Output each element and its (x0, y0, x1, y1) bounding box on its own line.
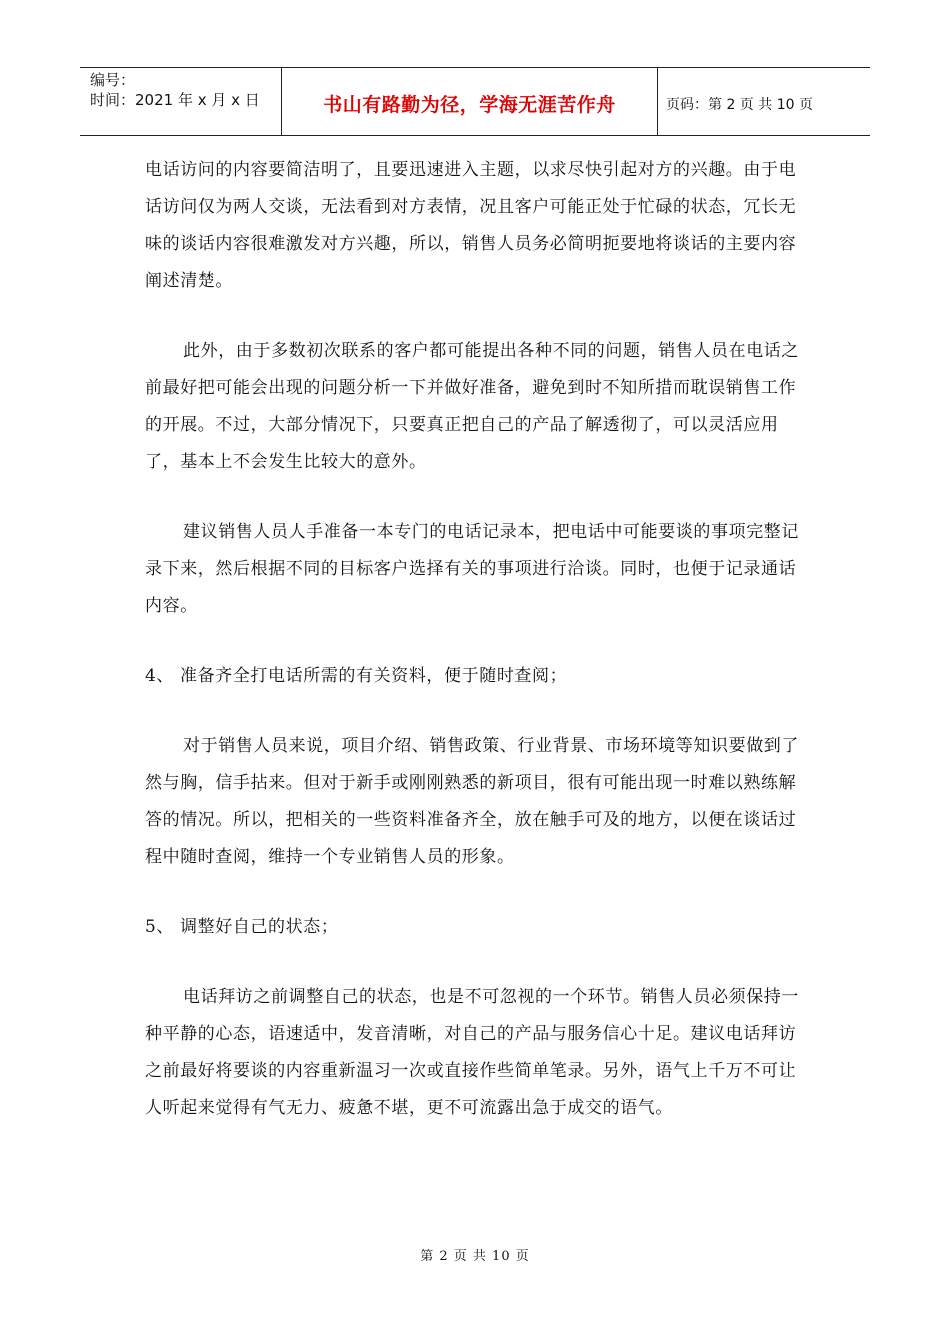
paragraph-state: 电话拜访之前调整自己的状态，也是不可忽视的一个环节。销售人员必须保持一种平静的心态，语速适中，发音清晰，对自己的产品与服务信心十足。建议电话拜访之前最好将要谈的内容重新温习一次或直接作些简单笔录。另外，语气上千万不可让人听起来觉得有气无力、疲惫不堪，更不可流露出急于成交的语气。 (145, 987, 799, 1118)
paragraph-preparation: 此外，由于多数初次联系的客户都可能提出各种不同的问题，销售人员在电话之前最好把可能会出现的问题分析一下并做好准备，避免到时不知所措而耽误销售工作的开展。不过，大部分情况下，只要真正把自己的产品了解透彻了，可以灵活应用了，基本上不会发生比较大的意外。 (145, 341, 799, 472)
header-number-label: 编号： (90, 71, 136, 89)
paragraph-intro: 电话访问的内容要简洁明了，且要迅速进入主题，以求尽快引起对方的兴趣。由于电话访问仅为两人交谈，无法看到对方表情，况且客户可能正处于忙碌的状态，冗长无味的谈话内容很难激发对方兴趣，所以，销售人员务必简明扼要地将谈话的主要内容阐述清楚。 (145, 160, 797, 291)
header-motto: 书山有路勤为径，学海无涯苦作舟 (323, 94, 616, 116)
paragraph-notebook: 建议销售人员人手准备一本专门的电话记录本，把电话中可能要谈的事项完整记录下来，然后根据不同的目标客户选择有关的事项进行洽谈。同时，也便于记录通话内容。 (145, 522, 799, 616)
document-body (145, 152, 810, 1127)
header-motto-cell (282, 68, 658, 135)
header-meta (80, 68, 282, 135)
page-footer: 第 2 页 共 10 页 (420, 1249, 530, 1264)
document-header (80, 67, 870, 136)
section-heading-4: 4、 准备齐全打电话所需的有关资料，便于随时查阅； (145, 666, 568, 686)
section-heading-5: 5、 调整好自己的状态； (145, 917, 339, 937)
paragraph-materials: 对于销售人员来说，项目介绍、销售政策、行业背景、市场环境等知识要做到了然与胸，信手拈来。但对于新手或刚刚熟悉的新项目，很有可能出现一时难以熟练解答的情况。所以，把相关的一些资料准备齐全，放在触手可及的地方，以便在谈话过程中随时查阅，维持一个专业销售人员的形象。 (145, 736, 799, 867)
header-time-label: 时间：2021 年 x 月 x 日 (90, 91, 260, 109)
header-page-label: 页码：第 2 页 共 10 页 (666, 96, 813, 113)
header-page-cell (658, 68, 870, 135)
